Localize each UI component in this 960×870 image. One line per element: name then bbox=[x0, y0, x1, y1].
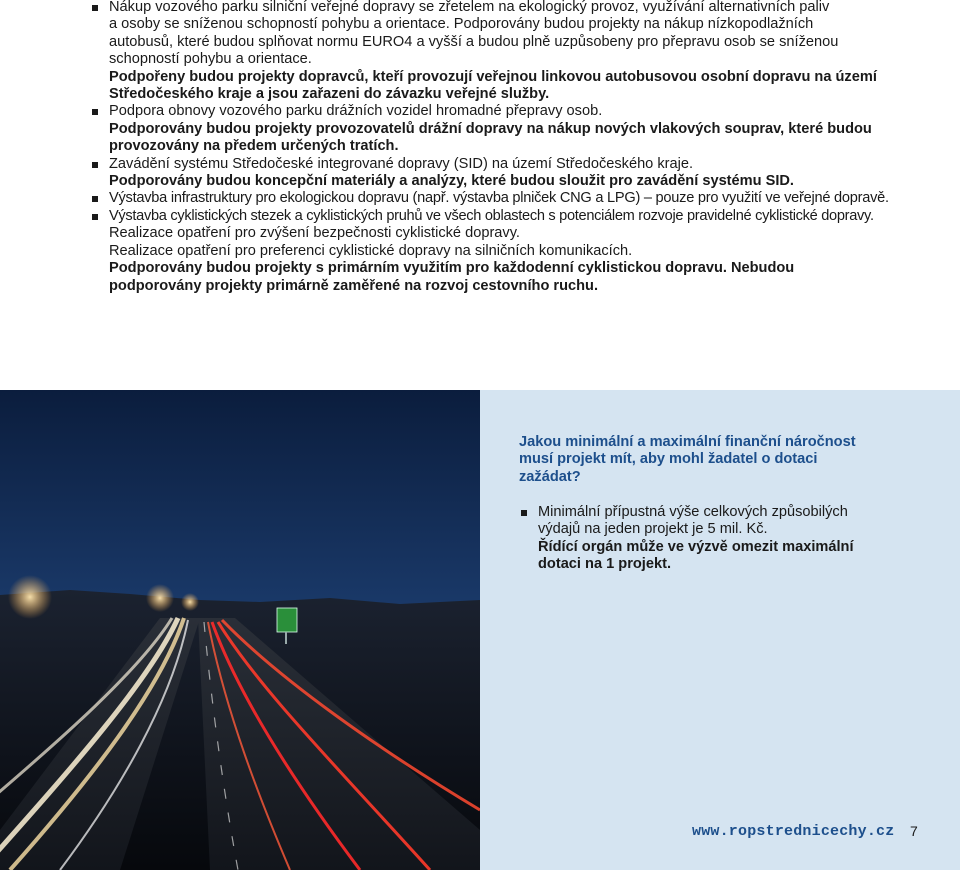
text-line: a osoby se sníženou schopností pohybu a orientace. Podporovány budou projekty na nákup nízkopodlažních bbox=[109, 16, 814, 33]
highway-night-photo bbox=[0, 390, 480, 870]
text-line: Podpora obnovy vozového parku drážních vozidel hromadné přepravy osob. bbox=[109, 103, 603, 120]
text-line: Podporovány budou projekty provozovatelů drážní dopravy na nákup nových vlakových souprav, které budou bbox=[109, 120, 872, 137]
text-line: Minimální přípustná výše celkových způsobilých bbox=[538, 504, 848, 520]
paragraph bbox=[90, 243, 890, 260]
bold-paragraph bbox=[90, 173, 890, 190]
bullet-icon bbox=[92, 5, 98, 11]
panel-note: Řídící orgán může ve výzvě omezit maximální dotaci na 1 projekt. bbox=[538, 538, 854, 573]
panel-answer bbox=[519, 504, 879, 574]
bullet-icon bbox=[92, 214, 98, 220]
bold-paragraph bbox=[90, 260, 890, 295]
text-line: Realizace opatření pro preferenci cyklistické dopravy na silničních komunikacích. bbox=[109, 242, 633, 259]
text-line: Středočeského kraje a jsou zařazeni do závazku veřejné služby. bbox=[109, 86, 550, 103]
info-panel bbox=[480, 390, 960, 870]
bullet-item bbox=[90, 103, 890, 120]
bullet-icon bbox=[92, 109, 98, 115]
panel-question: Jakou minimální a maximální finanční náročnost musí projekt mít, aby mohl žadatel o dotaci zažádat? bbox=[519, 434, 856, 485]
bullet-item bbox=[90, 156, 890, 173]
bullet-item bbox=[519, 504, 879, 539]
text-line: Realizace opatření pro zvýšení bezpečnosti cyklistické dopravy. bbox=[109, 225, 520, 242]
bullet-icon bbox=[92, 162, 98, 168]
text-line: výdajů na jeden projekt je 5 mil. Kč. bbox=[538, 521, 768, 538]
text-line: Podpořeny budou projekty dopravců, kteří provozují veřejnou linkovou autobusovou osobní dopravu na území bbox=[109, 68, 877, 85]
text-line: schopností pohybu a orientace. bbox=[109, 51, 312, 68]
text-line: Výstavba cyklistických stezek a cyklistických pruhů ve všech oblastech s potenciálem rozvoje pravidelné cyklistické dopravy. bbox=[109, 207, 874, 224]
page-number: 7 bbox=[910, 823, 918, 839]
bullet-icon bbox=[92, 196, 98, 202]
bold-paragraph bbox=[90, 121, 890, 156]
paragraph bbox=[90, 225, 890, 242]
bold-paragraph bbox=[90, 69, 890, 104]
text-line: Výstavba infrastruktury pro ekologickou dopravu (např. výstavba plniček CNG a LPG) – pouze pro využití ve veřejné dopravě. bbox=[109, 190, 889, 207]
body-text bbox=[90, 0, 890, 295]
footer-url[interactable]: www.ropstrednicechy.cz bbox=[692, 823, 895, 840]
text-line: podporovány projekty primárně zaměřené na rozvoj cestovního ruchu. bbox=[109, 277, 599, 294]
text-line: autobusů, které budou splňovat normu EURO4 a vyšší a budou plně uzpůsobeny pro přepravu osob se sníženou bbox=[109, 33, 839, 50]
text-line: Zavádění systému Středočeské integrované dopravy (SID) na území Středočeského kraje. bbox=[109, 155, 694, 172]
bullet-item bbox=[90, 0, 890, 69]
bullet-item bbox=[90, 190, 890, 207]
text-line: Podporovány budou projekty s primárním využitím pro každodenní cyklistickou dopravu. Nebudou bbox=[109, 260, 795, 277]
text-line: Nákup vozového parku silniční veřejné dopravy se zřetelem na ekologický provoz, využívání alternativních paliv bbox=[109, 0, 830, 15]
highway-illustration bbox=[0, 390, 480, 870]
text-line: provozovány na předem určených tratích. bbox=[109, 138, 399, 155]
bullet-item bbox=[90, 208, 890, 225]
bullet-icon bbox=[521, 510, 527, 516]
text-line: Podporovány budou koncepční materiály a analýzy, které budou sloužit pro zavádění systému SID. bbox=[109, 173, 794, 190]
